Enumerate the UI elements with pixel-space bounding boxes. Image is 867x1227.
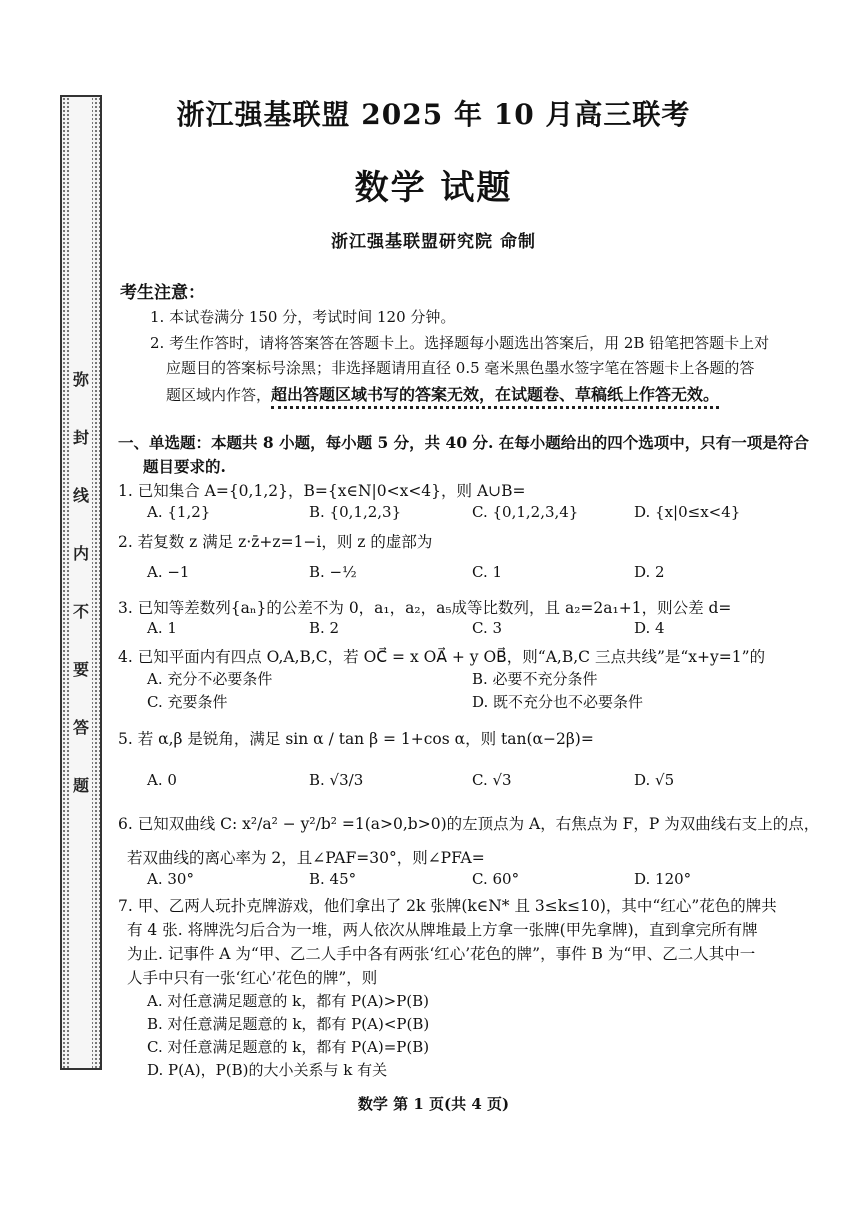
binding-char: 内 [72,543,89,563]
notice-item-1: 1. 本试卷满分 150 分，考试时间 120 分钟。 [150,308,456,326]
question-3-option-b: B. 2 [309,619,340,637]
binding-char: 封 [72,427,89,447]
question-4-option-d: D. 既不充分也不必要条件 [472,693,644,711]
notice-item-2-line-2: 应题目的答案标号涂黑；非选择题请用直径 0.5 毫米黑色墨水签字笔在答题卡上各题的答 [166,359,755,377]
question-5-stem: 5. 若 α,β 是锐角，满足 sin α / tan β = 1+cos α，则 tan(α−2β)= [118,730,594,748]
question-7-stem-line-2: 有 4 张. 将牌洗匀后合为一堆，两人依次从牌堆最上方拿一张牌(甲先拿牌)，直到拿完所有牌 [127,921,758,939]
question-1-option-c: C. {0,1,2,3,4} [472,503,579,521]
binding-char: 线 [72,485,89,505]
question-2-option-d: D. 2 [634,563,665,581]
exam-subtitle: 数学 试题 [354,168,513,208]
notice-item-2-emphasis: 超出答题区域书写的答案无效，在试题卷、草稿纸上作答无效。 [271,385,719,409]
question-7-stem-line-3: 为止. 记事件 A 为“甲、乙二人手中各有两张‘红心’花色的牌”，事件 B 为“甲、乙二人其中一 [127,945,756,963]
notice-item-2-line-3 [166,382,719,405]
question-4-option-b: B. 必要不充分条件 [472,670,598,688]
notice-heading: 考生注意： [120,283,205,303]
binding-char: 题 [72,775,89,795]
section-heading-line-2: 题目要求的. [143,457,226,476]
question-2-option-a: A. −1 [147,563,190,581]
question-5-option-a: A. 0 [147,771,177,789]
question-6-stem-line-1: 6. 已知双曲线 C: x²/a² − y²/b² =1(a>0,b>0)的左顶点为 A，右焦点为 F，P 为双曲线右支上的点， [118,815,820,833]
question-5-option-b: B. √3/3 [309,771,364,789]
question-7-stem-line-4: 人手中只有一张‘红心’花色的牌”，则 [127,969,378,987]
exam-title: 浙江强基联盟 2025 年 10 月高三联考 [176,98,691,131]
question-3-option-c: C. 3 [472,619,503,637]
question-5-option-d: D. √5 [634,771,675,789]
question-1-option-a: A. {1,2} [147,503,211,521]
question-3-option-d: D. 4 [634,619,665,637]
question-2-option-b: B. −½ [309,563,357,581]
binding-char: 要 [72,659,89,679]
question-1-stem: 1. 已知集合 A={0,1,2}，B={x∈N|0<x<4}，则 A∪B= [118,482,526,500]
binding-char: 弥 [72,369,89,389]
question-6-option-c: C. 60° [472,870,520,888]
exam-author: 浙江强基联盟研究院 命制 [331,232,536,252]
page-footer: 数学 第 1 页(共 4 页) [357,1095,510,1113]
question-6-option-d: D. 120° [634,870,692,888]
binding-char: 答 [72,717,89,737]
question-1-option-b: B. {0,1,2,3} [309,503,402,521]
question-7-option-c: C. 对任意满足题意的 k，都有 P(A)=P(B) [147,1038,430,1056]
question-5-option-c: C. √3 [472,771,512,789]
question-2-option-c: C. 1 [472,563,503,581]
notice-item-2-line-1: 2. 考生作答时，请将答案答在答题卡上。选择题每小题选出答案后，用 2B 铅笔把答题卡上对 [150,334,770,352]
notice-item-2-plain: 题区域内作答， [166,386,272,404]
question-6-option-a: A. 30° [147,870,194,888]
question-1-option-d: D. {x|0≤x<4} [634,503,741,521]
question-7-option-b: B. 对任意满足题意的 k，都有 P(A)<P(B) [147,1015,430,1033]
question-4-option-c: C. 充要条件 [147,693,228,711]
question-2-stem: 2. 若复数 z 满足 z·z̄+z=1−i，则 z 的虚部为 [118,533,433,551]
section-heading-line-1: 一、单选题：本题共 8 小题，每小题 5 分，共 40 分. 在每小题给出的四个选项中，只有一项是符合 [118,433,809,452]
question-7-option-d: D. P(A)，P(B)的大小关系与 k 有关 [147,1061,388,1079]
question-6-option-b: B. 45° [309,870,357,888]
question-7-option-a: A. 对任意满足题意的 k，都有 P(A)>P(B) [147,992,430,1010]
question-6-stem-line-2: 若双曲线的离心率为 2，且∠PAF=30°，则∠PFA= [127,849,485,867]
question-4-stem: 4. 已知平面内有四点 O,A,B,C，若 OC⃗ = x OA⃗ + y OB⃗，则“A,B,C 三点共线”是“x+y=1”的 [118,648,766,666]
question-3-stem: 3. 已知等差数列{aₙ}的公差不为 0，a₁，a₂，a₅成等比数列，且 a₂=2a₁+1，则公差 d= [118,599,732,617]
question-7-stem-line-1: 7. 甲、乙两人玩扑克牌游戏，他们拿出了 2k 张牌(k∈N* 且 3≤k≤10)，其中“红心”花色的牌共 [118,897,777,915]
question-3-option-a: A. 1 [147,619,177,637]
question-4-option-a: A. 充分不必要条件 [147,670,273,688]
binding-char: 不 [72,601,89,621]
